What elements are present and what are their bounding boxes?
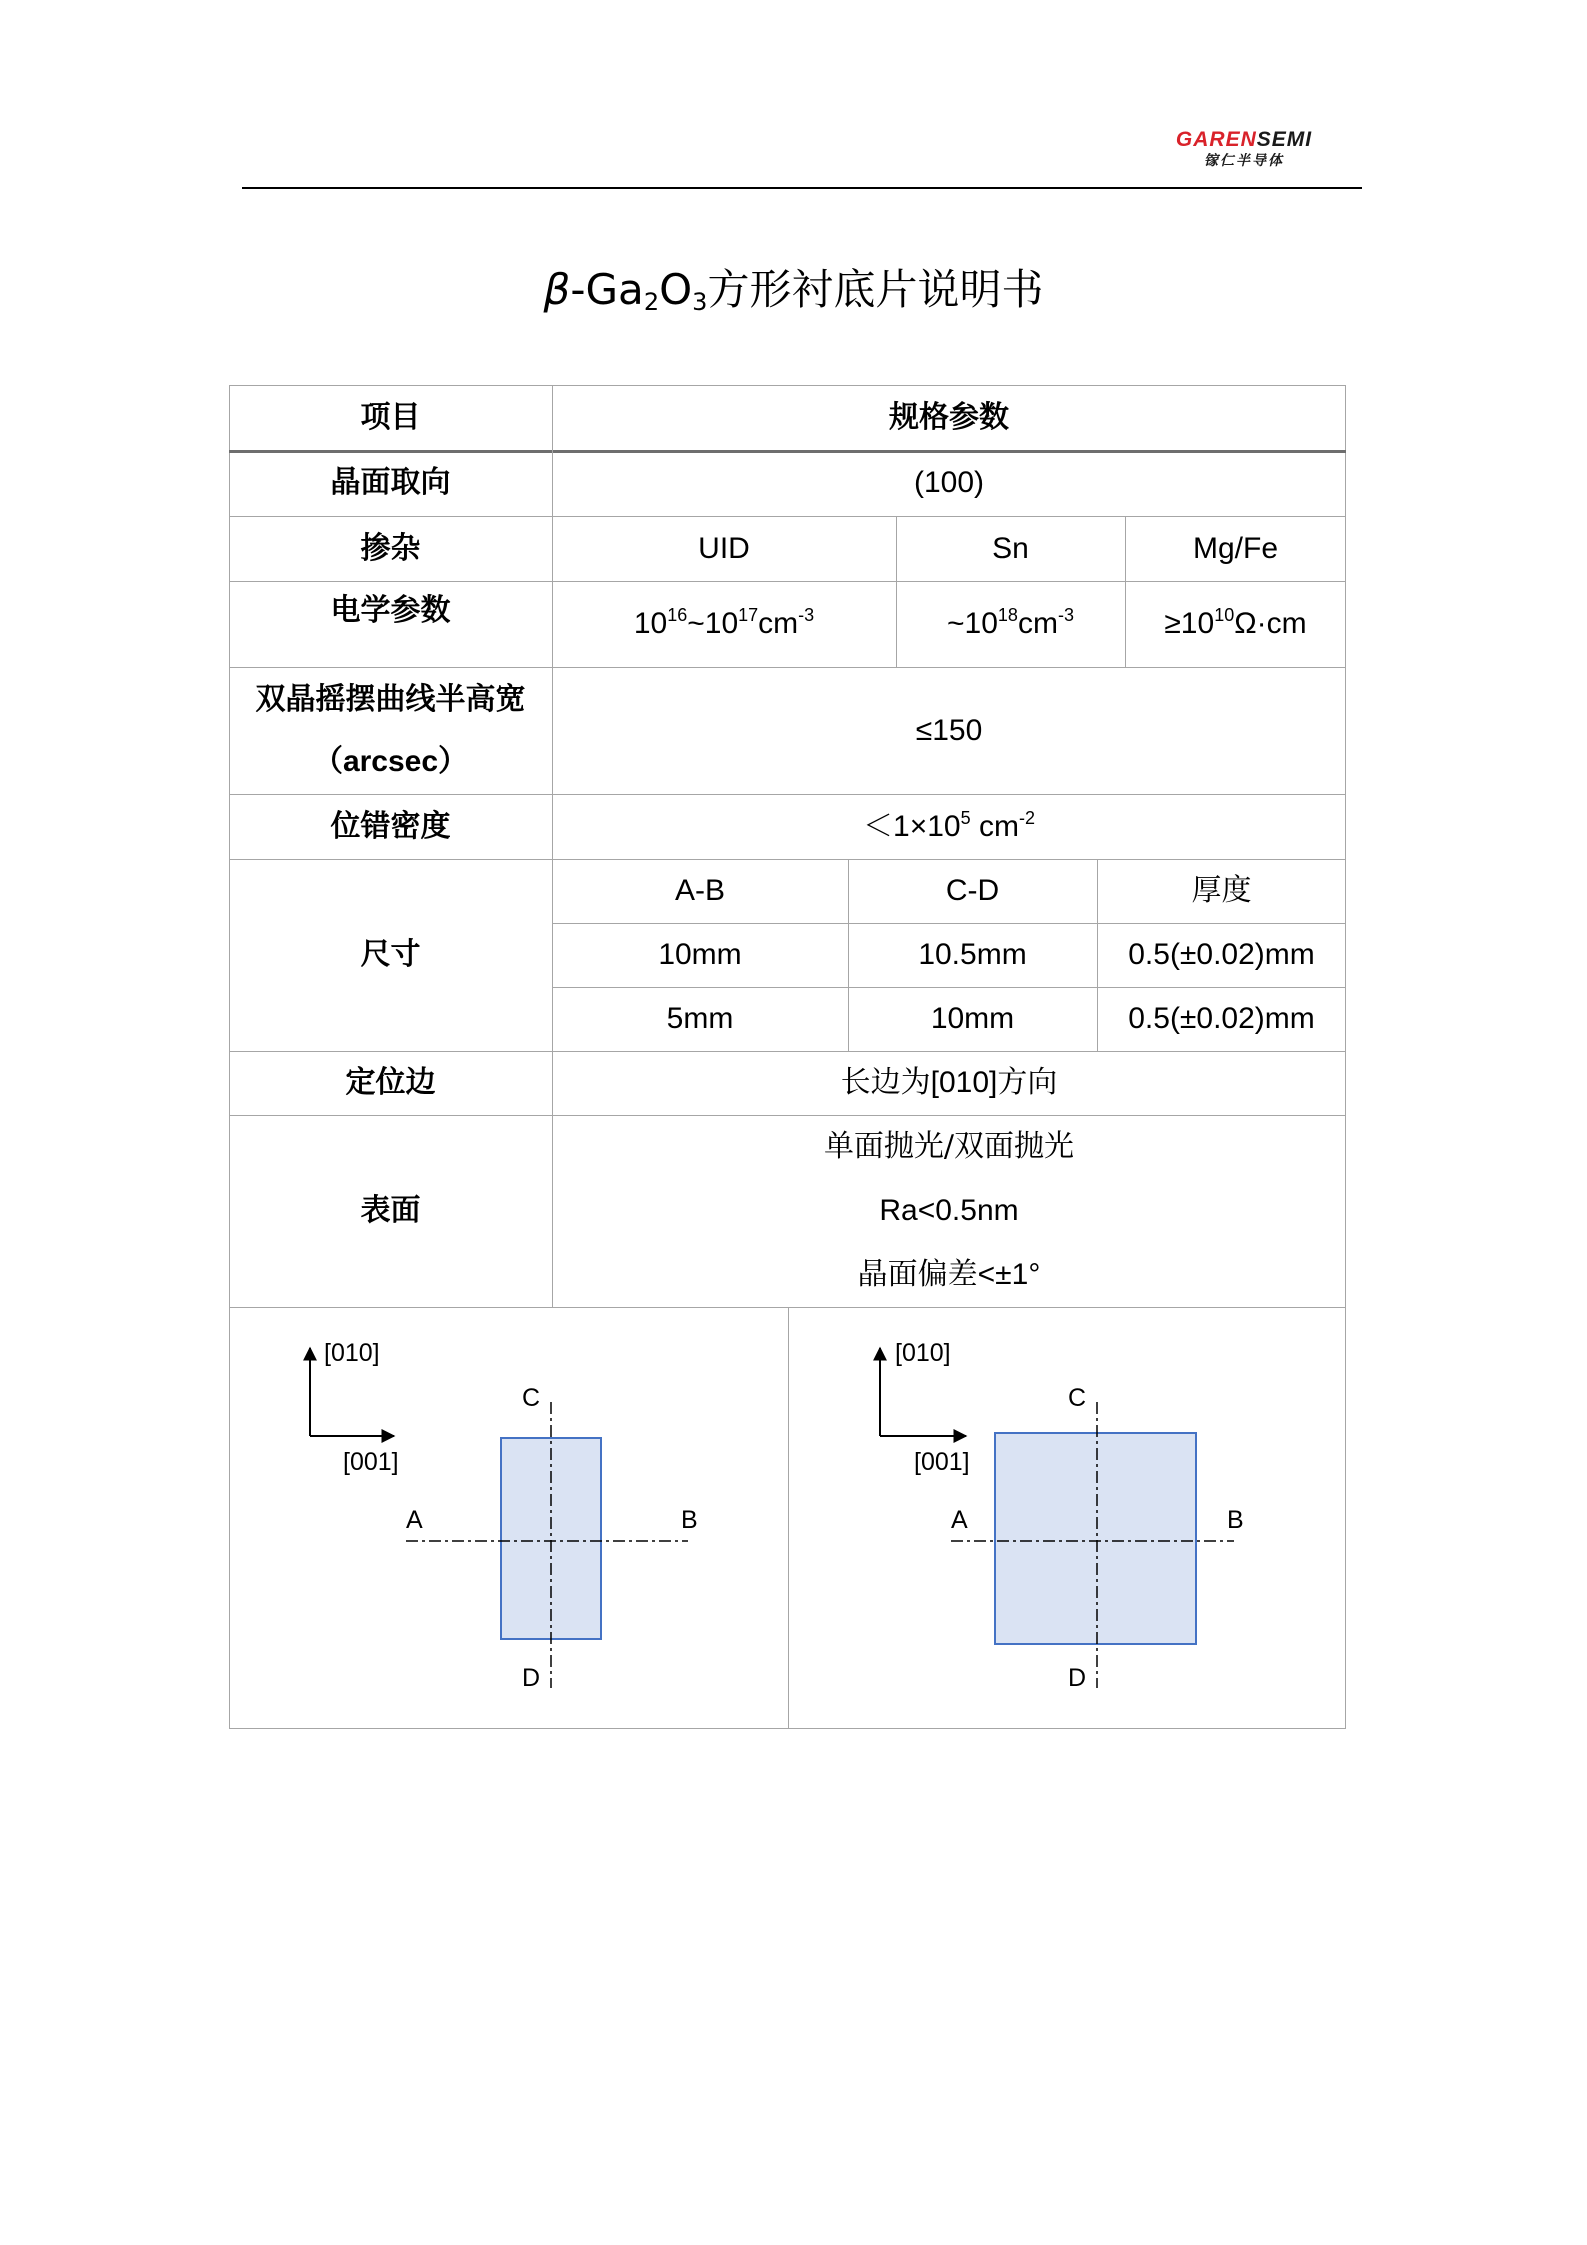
logo-wordmark: GARENSEMI [1175,128,1313,151]
header-item: 项目 [360,399,421,435]
doping-label: 掺杂 [360,530,421,566]
size-header-ab: A-B [674,874,725,907]
surface-value: 单面抛光/双面抛光 Ra<0.5nm 晶面偏差<±1° [823,1129,1075,1292]
label-d: D [522,1664,541,1692]
diagram-rectangular-sample [310,1339,698,1692]
label-b: B [681,1506,698,1534]
size-row1-ab: 10mm [658,938,742,971]
axis-label-010: [010] [324,1339,380,1367]
axis-label-001: [001] [343,1448,399,1476]
orientation-label: 晶面取向 [330,465,451,500]
logo-chinese-name: 镓仁半导体 [1204,153,1284,169]
electrical-uid-value: $10^{16}\sim 10^{17}cm^{-3}$ [633,605,815,640]
sample-square [995,1433,1196,1644]
dislocation-label: 位错密度 [330,808,451,844]
document-title: $\beta-Ga_2O_3$方形衬底片说明书 [543,265,1044,316]
electrical-sn-value: $\sim 10^{18}cm^{-3}$ [947,605,1074,640]
label-a: A [406,1506,423,1534]
label-c: C [1068,1384,1087,1412]
size-row2-ab: 5mm [666,1002,734,1035]
doping-uid: UID [698,531,750,565]
label-b: B [1227,1506,1244,1534]
flat-value: 长边为[010]方向 [840,1065,1058,1100]
doping-mgfe: Mg/Fe [1192,531,1279,565]
surface-label: 表面 [360,1193,421,1228]
flat-label: 定位边 [345,1065,436,1100]
electrical-mgfe-value: $\ge 10^{10}\Omega\cdot cm$ [1164,605,1307,640]
size-row2-cd: 10mm [930,1002,1015,1035]
label-d: D [1068,1664,1087,1692]
axis-label-001: [001] [914,1448,970,1476]
size-label: 尺寸 [360,937,421,972]
size-row2-thickness: 0.5(±0.02)mm [1128,1002,1315,1035]
label-c: C [522,1384,541,1412]
diagram-square-sample [880,1339,1244,1692]
size-row1-thickness: 0.5(±0.02)mm [1128,938,1315,971]
orientation-value: (100) [913,466,985,499]
axis-label-010: [010] [895,1339,951,1367]
size-header-thickness: 厚度 [1191,873,1252,908]
dislocation-value: $<1\times 10^5$ $cm^{-2}$ [863,807,1035,843]
size-row1-cd: 10.5mm [918,938,1027,971]
fwhm-value: ≤150 [915,713,983,747]
fwhm-label: 双晶摇摆曲线半高宽 （arcsec） [255,681,526,779]
sample-rectangle [501,1438,601,1639]
header-spec: 规格参数 [889,399,1009,435]
electrical-label: 电学参数 [330,593,451,628]
label-a: A [951,1506,968,1534]
doping-sn: Sn [992,531,1029,565]
size-header-cd: C-D [945,874,1000,907]
